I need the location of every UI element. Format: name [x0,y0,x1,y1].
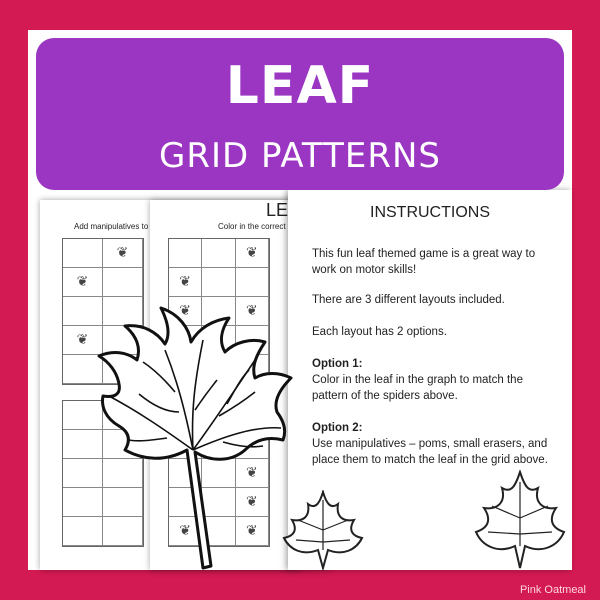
leaf-icon: ❦ [169,268,202,296]
leaf-icon: ❦ [236,517,269,545]
leaf-icon: ❦ [236,488,269,516]
instructions-title: INSTRUCTIONS [370,204,490,221]
instructions-option2 [312,420,552,468]
leaf-icon: ❦ [236,459,269,487]
leaf-icon: ❦ [236,297,269,325]
option1-label: Option 1: [312,358,363,370]
banner-subtitle: GRID PATTERNS [159,136,441,176]
option2-text: Use manipulatives – poms, small erasers, and place them to match the leaf in the grid above. [312,438,548,466]
option1-text: Color in the leaf in the graph to match the pattern of the spiders above. [312,374,523,402]
option2-label: Option 2: [312,422,363,434]
leaf-icon: ❦ [169,297,202,325]
leaf-icon: ❦ [103,239,143,267]
worksheet-mid-caption: Color in the correct [218,222,286,231]
banner-title: LEAF [225,56,375,116]
instructions-p2: There are 3 different layouts included. [312,294,505,306]
instructions-p1: This fun leaf themed game is a great way to work on motor skills! [312,248,536,276]
leaf-icon: ❦ [63,268,103,296]
title-banner [36,38,564,190]
brand-credit: Pink Oatmeal [519,584,586,596]
leaf-icon: ❦ [63,326,103,354]
worksheet-mid-heading: LE [266,200,289,220]
instructions-option1 [312,356,552,404]
worksheet-left-caption: Add manipulatives to [74,222,149,231]
leaf-icon [470,470,570,570]
instructions-p3: Each layout has 2 options. [312,326,447,338]
maple-leaf-icon [95,300,295,570]
leaf-icon: ❦ [236,239,269,267]
leaf-icon: ❦ [169,517,202,545]
